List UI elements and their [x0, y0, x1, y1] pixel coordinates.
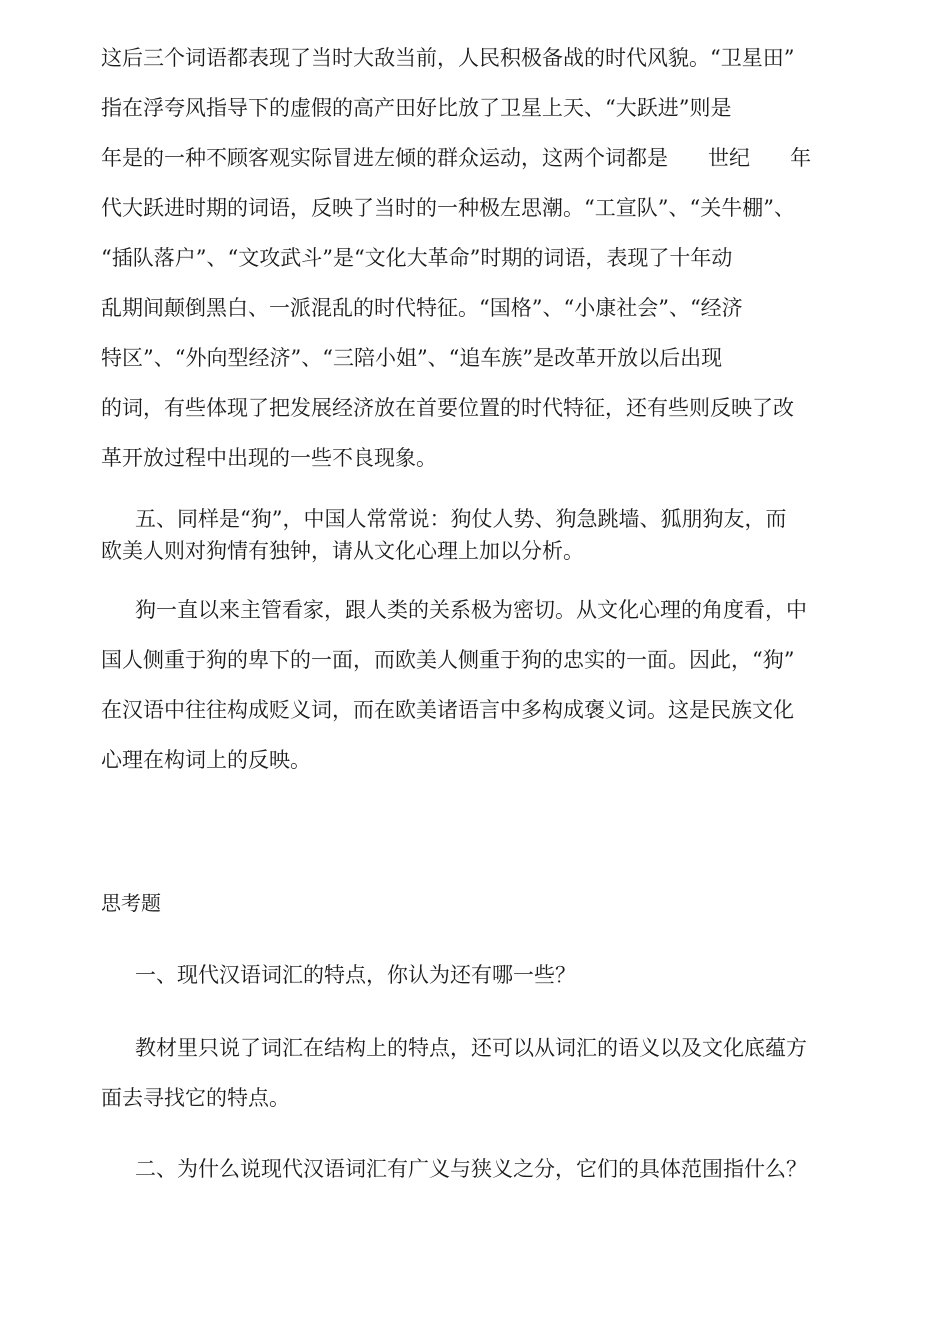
question-line: 五、同样是“狗”，中国人常常说：狗仗人势、狗急跳墙、狐朋狗友，而 — [135, 507, 787, 531]
question-line: 二、为什么说现代汉语词汇有广义与狭义之分，它们的具体范围指什么？ — [135, 1157, 807, 1181]
answer-line: 教材里只说了词汇在结构上的特点，还可以从词汇的语义以及文化底蕴方 — [135, 1036, 807, 1060]
answer-line: 在汉语中往往构成贬义词，而在欧美诸语言中多构成褒义词。这是民族文化 — [101, 698, 794, 722]
paragraph-line: 代大跃进时期的词语，反映了当时的一种极左思潮。“工宣队”、“关牛棚”、 — [101, 196, 795, 220]
paragraph-line: “插队落户”、“文攻武斗”是“文化大革命”时期的词语，表现了十年动 — [101, 246, 733, 270]
paragraph-line: 这后三个词语都表现了当时大敌当前，人民积极备战的时代风貌。“卫星田” — [101, 46, 795, 70]
question-line: 一、现代汉语词汇的特点，你认为还有哪一些？ — [135, 963, 576, 987]
question-line: 欧美人则对狗情有独钟，请从文化心理上加以分析。 — [101, 539, 584, 563]
answer-line: 面去寻找它的特点。 — [101, 1086, 290, 1110]
answer-line: 国人侧重于狗的卑下的一面，而欧美人侧重于狗的忠实的一面。因此，“狗” — [101, 648, 795, 672]
paragraph-line: 年是的一种不顾客观实际冒进左倾的群众运动，这两个词都是 世纪 年 — [101, 146, 812, 170]
answer-line: 狗一直以来主管看家，跟人类的关系极为密切。从文化心理的角度看，中 — [135, 598, 807, 622]
paragraph-line: 的词，有些体现了把发展经济放在首要位置的时代特征，还有些则反映了改 — [101, 396, 794, 420]
paragraph-line: 指在浮夸风指导下的虚假的高产田好比放了卫星上天、“大跃进”则是 — [101, 96, 732, 120]
paragraph-line: 乱期间颠倒黑白、一派混乱的时代特征。“国格”、“小康社会”、“经济 — [101, 296, 743, 320]
paragraph-line: 革开放过程中出现的一些不良现象。 — [101, 446, 437, 470]
section-title: 思考题 — [101, 891, 161, 915]
paragraph-line: 特区”、“外向型经济”、“三陪小姐”、“追车族”是改革开放以后出现 — [101, 346, 723, 370]
answer-line: 心理在构词上的反映。 — [101, 748, 311, 772]
